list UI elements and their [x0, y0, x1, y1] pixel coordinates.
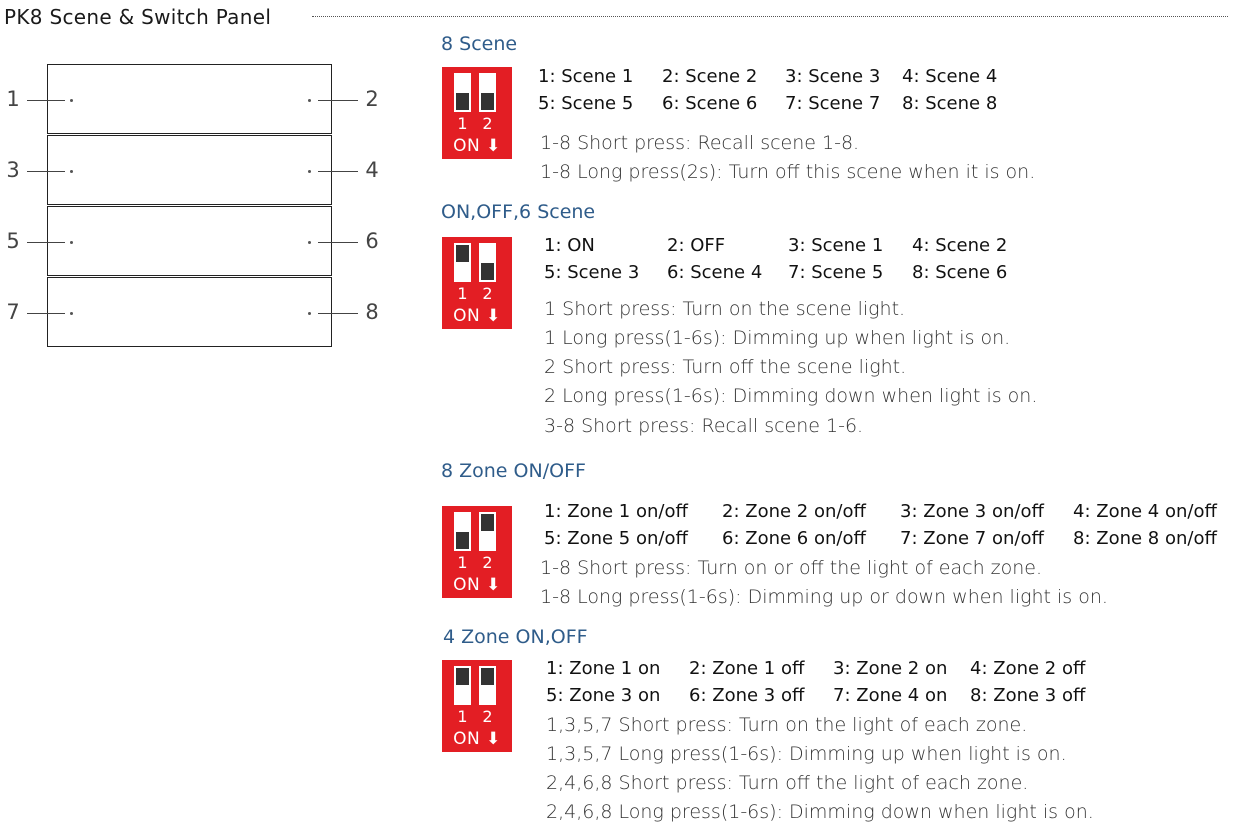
- note-line: 1-8 Long press(2s): Turn off this scene when it is on.: [540, 161, 1036, 183]
- button-number-1: 1: [6, 87, 20, 111]
- dip-label-1: 1: [457, 114, 468, 133]
- mapping-cell: 7: Zone 4 on: [833, 685, 948, 706]
- panel-button-row-3: [47, 206, 332, 276]
- note-line: 2 Short press: Turn off the scene light.: [544, 356, 907, 378]
- mapping-cell: 2: Zone 1 off: [689, 658, 805, 679]
- note-line: 2,4,6,8 Long press(1-6s): Dimming down when light is on.: [546, 801, 1094, 823]
- mapping-cell: 1: ON: [544, 235, 595, 256]
- note-line: 1-8 Long press(1-6s): Dimming up or down when light is on.: [540, 586, 1108, 608]
- button-dot-3: [70, 170, 73, 173]
- button-dot-5: [70, 241, 73, 244]
- dip-switch-1: [454, 73, 471, 112]
- dip-label-2: 2: [482, 114, 493, 133]
- section-title-8-scene: 8 Scene: [441, 33, 518, 55]
- button-number-7: 7: [6, 300, 20, 324]
- button-number-5: 5: [6, 229, 20, 253]
- dip-label-1: 1: [457, 553, 468, 572]
- arrow-down-icon: ⬇: [486, 575, 501, 595]
- mapping-cell: 1: Zone 1 on/off: [544, 501, 688, 522]
- arrow-down-icon: ⬇: [486, 136, 501, 156]
- leader-line-3: [27, 171, 65, 172]
- dip-switch-2: [479, 512, 496, 551]
- note-line: 1-8 Short press: Turn on or off the light of each zone.: [540, 557, 1043, 579]
- button-dot-8: [308, 312, 311, 315]
- mapping-cell: 4: Zone 2 off: [970, 658, 1086, 679]
- dip-label-2: 2: [482, 553, 493, 572]
- leader-line-2: [318, 100, 358, 101]
- dip-label-2: 2: [482, 707, 493, 726]
- mapping-cell: 5: Zone 3 on: [546, 685, 661, 706]
- mapping-cell: 6: Zone 3 off: [689, 685, 805, 706]
- mapping-cell: 3: Scene 3: [785, 66, 881, 87]
- mapping-cell: 8: Scene 8: [902, 93, 998, 114]
- dip-on-label: ON ⬇: [453, 575, 501, 595]
- leader-line-7: [27, 313, 65, 314]
- section-title-8-zone: 8 Zone ON/OFF: [441, 460, 586, 482]
- mapping-cell: 4: Scene 2: [912, 235, 1008, 256]
- button-number-3: 3: [6, 158, 20, 182]
- button-dot-6: [308, 241, 311, 244]
- note-line: 1 Short press: Turn on the scene light.: [544, 298, 906, 320]
- mapping-cell: 8: Scene 6: [912, 262, 1008, 283]
- mapping-cell: 4: Zone 4 on/off: [1073, 501, 1217, 522]
- arrow-down-icon: ⬇: [486, 306, 501, 326]
- button-dot-4: [308, 170, 311, 173]
- panel-button-row-2: [47, 135, 332, 205]
- mapping-cell: 5: Scene 3: [544, 262, 640, 283]
- page-title: PK8 Scene & Switch Panel: [4, 5, 272, 29]
- button-number-6: 6: [365, 229, 379, 253]
- header-divider: [312, 16, 1228, 17]
- mapping-cell: 1: Zone 1 on: [546, 658, 661, 679]
- button-dot-7: [70, 312, 73, 315]
- mapping-cell: 2: Scene 2: [662, 66, 758, 87]
- leader-line-5: [27, 242, 65, 243]
- note-line: 1 Long press(1-6s): Dimming up when light is on.: [544, 327, 1011, 349]
- leader-line-1: [27, 100, 65, 101]
- mapping-cell: 4: Scene 4: [902, 66, 998, 87]
- dip-switch-8-scene: [442, 67, 512, 159]
- button-dot-1: [70, 99, 73, 102]
- dip-switch-1: [454, 243, 471, 282]
- mapping-cell: 7: Zone 7 on/off: [900, 528, 1044, 549]
- panel-button-row-1: [47, 64, 332, 134]
- mapping-cell: 5: Zone 5 on/off: [544, 528, 688, 549]
- mapping-cell: 7: Scene 7: [785, 93, 881, 114]
- dip-switch-1: [454, 512, 471, 551]
- mapping-cell: 7: Scene 5: [788, 262, 884, 283]
- dip-on-label: ON ⬇: [453, 306, 501, 326]
- mapping-cell: 6: Scene 6: [662, 93, 758, 114]
- button-number-4: 4: [365, 158, 379, 182]
- note-line: 1,3,5,7 Long press(1-6s): Dimming up when light is on.: [546, 743, 1067, 765]
- mapping-cell: 2: Zone 2 on/off: [722, 501, 866, 522]
- arrow-down-icon: ⬇: [486, 729, 501, 749]
- dip-switch-1: [454, 666, 471, 705]
- dip-switch-2: [479, 73, 496, 112]
- note-line: 1-8 Short press: Recall scene 1-8.: [540, 132, 860, 154]
- section-title-on-off-6-scene: ON,OFF,6 Scene: [441, 201, 596, 223]
- mapping-cell: 8: Zone 3 off: [970, 685, 1086, 706]
- dip-on-label: ON ⬇: [453, 136, 501, 156]
- dip-switch-4-zone: [442, 660, 512, 752]
- dip-switch-2: [479, 243, 496, 282]
- leader-line-4: [318, 171, 358, 172]
- note-line: 1,3,5,7 Short press: Turn on the light of each zone.: [546, 714, 1028, 736]
- dip-label-1: 1: [457, 707, 468, 726]
- note-line: 3-8 Short press: Recall scene 1-6.: [544, 415, 864, 437]
- dip-label-1: 1: [457, 284, 468, 303]
- mapping-cell: 3: Zone 2 on: [833, 658, 948, 679]
- mapping-cell: 8: Zone 8 on/off: [1073, 528, 1217, 549]
- note-line: 2 Long press(1-6s): Dimming down when light is on.: [544, 385, 1038, 407]
- mapping-cell: 3: Scene 1: [788, 235, 884, 256]
- note-line: 2,4,6,8 Short press: Turn off the light of each zone.: [546, 772, 1029, 794]
- button-number-2: 2: [365, 87, 379, 111]
- dip-on-label: ON ⬇: [453, 729, 501, 749]
- button-dot-2: [308, 99, 311, 102]
- mapping-cell: 5: Scene 5: [538, 93, 634, 114]
- panel-button-row-4: [47, 277, 332, 347]
- leader-line-6: [318, 242, 358, 243]
- mapping-cell: 2: OFF: [667, 235, 726, 256]
- mapping-cell: 1: Scene 1: [538, 66, 634, 87]
- dip-switch-2: [479, 666, 496, 705]
- mapping-cell: 6: Zone 6 on/off: [722, 528, 866, 549]
- dip-label-2: 2: [482, 284, 493, 303]
- leader-line-8: [318, 313, 358, 314]
- dip-switch-on-off-6-scene: [442, 237, 512, 329]
- mapping-cell: 3: Zone 3 on/off: [900, 501, 1044, 522]
- section-title-4-zone: 4 Zone ON,OFF: [443, 626, 588, 648]
- dip-switch-8-zone: [442, 506, 512, 598]
- button-number-8: 8: [365, 300, 379, 324]
- mapping-cell: 6: Scene 4: [667, 262, 763, 283]
